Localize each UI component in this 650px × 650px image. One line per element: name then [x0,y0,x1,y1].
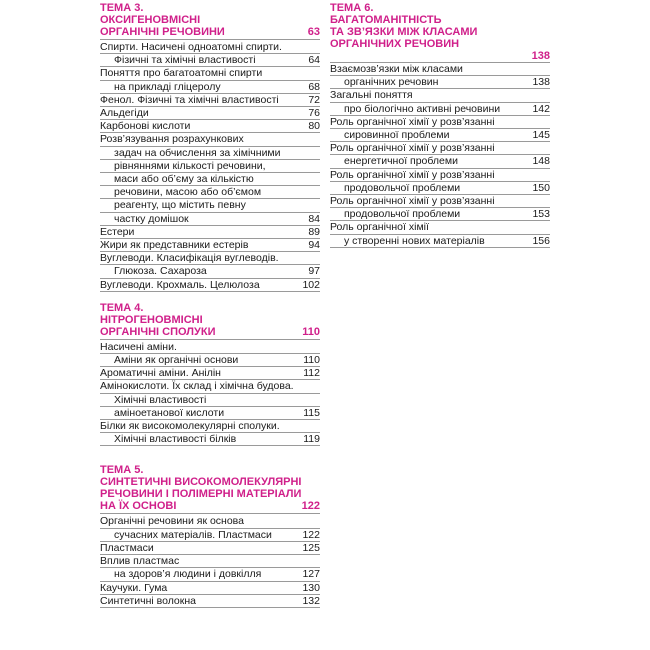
toc-entry-text: Взаємозв’язки між класами [330,63,463,75]
toc-entry-page: 97 [308,265,320,278]
theme-3-page: 63 [307,26,320,38]
toc-entry-text: Органічні речовини як основа [100,515,244,528]
theme-5-section [100,464,320,607]
toc-entry-text: Роль органічної хімії у розв’язанні [330,142,495,155]
toc-entry [100,420,320,433]
toc-entry-text: Роль органічної хімії у розв’язанні [330,168,495,181]
toc-entry [100,226,320,239]
theme-6-page: 138 [531,50,550,62]
toc-entry [100,542,320,555]
toc-entry-text: Аміни як органічні основи [114,354,239,367]
toc-entry [100,582,320,595]
toc-entry-page: 150 [532,181,550,194]
theme-4-label: ТЕМА 4. [100,301,144,314]
toc-entry-text: сучасних матеріалів. Пластмаси [114,528,272,541]
toc-entry-text: Вуглеводи. Класифікація вуглеводів. [100,252,279,265]
theme-4-title-2: ОРГАНІЧНІ СПОЛУКИ [100,325,216,338]
toc-entry [100,213,320,226]
toc-entry [100,341,320,354]
theme-3-heading [100,2,320,40]
toc-right-column [330,0,550,256]
toc-entry [330,142,550,155]
toc-entry [100,94,320,107]
theme-3-label: ТЕМА 3. [100,2,144,14]
toc-entry-page: 132 [302,594,320,607]
theme-6-title: БАГАТОМАНІТНІСТЬ [330,14,442,26]
toc-entry [330,169,550,182]
toc-entry [330,89,550,102]
theme-3-section [100,2,320,292]
theme-5-heading [100,464,320,514]
toc-entry-text: на здоров’я людини і довкілля [114,568,262,581]
toc-entry-page: 64 [308,54,320,67]
toc-entry [100,54,320,67]
theme-6-section [330,2,550,248]
theme-3-title-2: ОРГАНІЧНІ РЕЧОВИНИ [100,26,225,38]
toc-entry-text: Каучуки. Гума [100,581,168,594]
toc-entry-text: Роль органічної хімії у розв’язанні [330,115,495,128]
toc-entry-text: Спирти. Насичені одноатомні спирти. [100,41,282,53]
theme-6-label: ТЕМА 6. [330,2,374,14]
theme-5-title-2: РЕЧОВИНИ І ПОЛІМЕРНІ МАТЕРІАЛИ [100,488,302,501]
toc-entry-page: 80 [308,120,320,133]
toc-entry [100,265,320,278]
toc-entry [100,354,320,367]
toc-entry-page: 156 [532,234,550,247]
toc-entry-text: на прикладі гліцеролу [114,80,221,93]
toc-entry-page: 110 [303,354,320,367]
theme-4-entries [100,341,320,447]
toc-entry-text: Карбонові кислоти [100,120,191,133]
toc-entry-text: частку домішок [114,212,189,225]
theme-4-section [100,302,320,447]
toc-entry-text: енергетичної проблеми [344,155,458,168]
toc-entry [330,221,550,234]
toc-entry [100,199,320,212]
toc-entry [100,529,320,542]
theme-6-heading [330,2,550,63]
toc-entry [100,186,320,199]
toc-entry-text: органічних речовин [344,76,439,89]
toc-entry-text: реагенту, що містить певну [114,199,246,212]
toc-entry-page: 145 [532,129,550,142]
toc-entry [100,67,320,80]
toc-entry [100,133,320,146]
theme-4-title: НІТРОГЕНОВМІСНІ [100,313,203,326]
toc-entry [100,160,320,173]
toc-entry-page: 115 [303,406,320,419]
toc-entry-text: Роль органічної хімії у розв’язанні [330,195,495,208]
toc-entry-page: 148 [532,155,550,168]
toc-entry [330,208,550,221]
toc-entry [330,235,550,248]
toc-entry [330,129,550,142]
toc-entry-text: Вплив пластмас [100,555,180,568]
toc-entry-text: Вуглеводи. Крохмаль. Целюлоза [100,278,260,291]
toc-entry-page: 138 [532,76,550,89]
toc-entry [100,41,320,54]
toc-entry-page: 112 [303,367,320,380]
toc-entry-text: Загальні поняття [330,89,413,102]
toc-entry-text: рівняннями кількості речовини, [114,159,266,172]
toc-entry [100,107,320,120]
toc-entry [330,76,550,89]
theme-5-entries [100,515,320,607]
toc-entry [100,407,320,420]
toc-entry [330,155,550,168]
toc-entry-text: Фізичні та хімічні властивості [114,54,256,67]
toc-entry-page: 125 [302,541,320,554]
toc-left-column [100,0,320,616]
toc-entry-text: Хімічні властивості білків [114,433,237,446]
toc-entry [330,103,550,116]
toc-entry [100,380,320,393]
toc-entry [100,81,320,94]
theme-5-title: СИНТЕТИЧНІ ВИСОКОМОЛЕКУЛЯРНІ [100,476,302,489]
toc-entry-page: 84 [308,212,320,225]
toc-entry-text: речовини, масою або об’ємом [114,186,262,199]
toc-entry-text: Білки як високомолекулярні сполуки. [100,420,280,433]
toc-entry [330,182,550,195]
theme-3-entries [100,41,320,292]
toc-entry-text: Ароматичні аміни. Анілін [100,367,221,380]
toc-entry-text: продовольчої проблеми [344,181,461,194]
toc-entry-text: Насичені аміни. [100,340,177,353]
toc-entry [330,195,550,208]
toc-entry-text: задач на обчислення за хімічними [114,146,281,159]
toc-entry-text: Естери [100,225,135,238]
toc-entry [100,568,320,581]
toc-entry [100,173,320,186]
theme-5-label: ТЕМА 5. [100,464,144,477]
toc-entry-text: Пластмаси [100,541,154,554]
toc-entry-text: маси або об’єму за кількістю [114,173,254,186]
toc-entry-text: Синтетичні волокна [100,594,197,607]
theme-4-page: 110 [302,325,320,338]
toc-entry-text: Амінокислоти. Їх склад і хімічна будова. [100,380,294,393]
toc-entry-page: 102 [302,278,320,291]
theme-6-title-2: ТА ЗВ’ЯЗКИ МІЖ КЛАСАМИ [330,26,478,38]
toc-entry [100,279,320,292]
toc-entry-text: аміноетанової кислоти [114,406,225,419]
toc-entry [100,252,320,265]
toc-entry-text: про біологічно активні речовини [344,102,501,115]
toc-entry [330,63,550,76]
toc-entry-text: сировинної проблеми [344,129,450,142]
toc-entry-text: Поняття про багатоатомні спирти [100,67,263,80]
toc-entry [100,595,320,608]
toc-entry-text: Альдегіди [100,107,149,120]
theme-3-title: ОКСИГЕНОВМІСНІ [100,14,201,26]
toc-entry-text: Фенол. Фізичні та хімічні властивості [100,93,279,106]
toc-entry-text: Жири як представники естерів [100,239,249,252]
toc-entry-page: 94 [308,239,320,252]
toc-entry-text: Розв’язування розрахункових [100,133,244,146]
toc-entry-text: Роль органічної хімії [330,221,429,234]
toc-entry-page: 122 [302,528,320,541]
theme-6-entries [330,63,550,248]
toc-entry-page: 153 [532,208,550,221]
toc-entry-page: 72 [308,93,320,106]
toc-entry [100,120,320,133]
toc-entry [100,555,320,568]
toc-entry [100,394,320,407]
toc-entry-page: 127 [302,568,320,581]
toc-entry-page: 142 [532,102,550,115]
theme-6-title-3: ОРГАНІЧНИХ РЕЧОВИН [330,38,460,50]
toc-entry [100,239,320,252]
toc-entry-page: 68 [308,80,320,93]
toc-entry [100,515,320,528]
toc-entry-page: 119 [303,433,320,446]
toc-entry [100,367,320,380]
toc-entry-text: Глюкоза. Сахароза [114,265,207,278]
toc-entry-text: продовольчої проблеми [344,208,461,221]
toc-entry [100,147,320,160]
toc-entry [330,116,550,129]
toc-entry-page: 76 [308,107,320,120]
toc-entry-page: 89 [308,225,320,238]
toc-entry-text: Хімічні властивості [114,393,207,406]
toc-entry-page: 130 [302,581,320,594]
toc-entry-text: у створенні нових матеріалів [344,234,485,247]
theme-5-title-3: НА ЇХ ОСНОВІ [100,500,177,513]
toc-entry [100,433,320,446]
theme-5-page: 122 [301,500,320,513]
theme-4-heading [100,302,320,340]
